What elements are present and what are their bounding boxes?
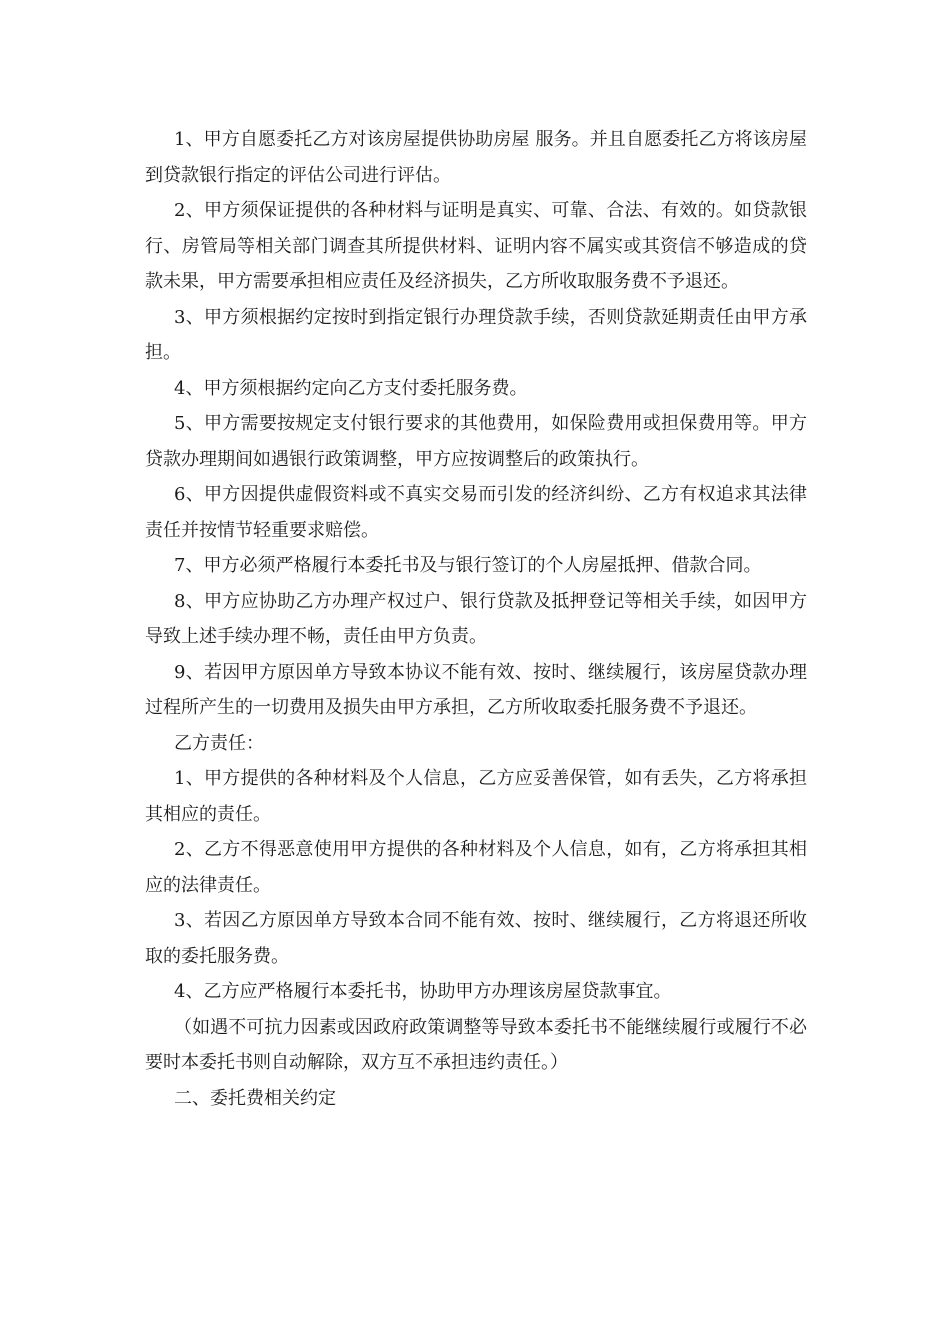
clause-party-a-1: 1、甲方自愿委托乙方对该房屋提供协助房屋 服务。并且自愿委托乙方将该房屋到贷款银行指定的评估公司进行评估。 [145, 129, 807, 186]
clause-party-a-3: 3、甲方须根据约定按时到指定银行办理贷款手续，否则贷款延期责任由甲方承担。 [145, 306, 807, 363]
clause-party-a-4: 4、甲方须根据约定向乙方支付委托服务费。 [174, 377, 528, 399]
clause-party-a-7: 7、甲方必须严格履行本委托书及与银行签订的个人房屋抵押、借款合同。 [174, 555, 762, 576]
section-heading-party-b: 乙方责任： [174, 732, 264, 754]
clause-party-a-9: 9、若因甲方原因单方导致本协议不能有效、按时、继续履行，该房屋贷款办理过程所产生的一切费用及损失由甲方承担，乙方所收取委托服务费不予退还。 [145, 661, 807, 718]
clause-party-b-3: 3、若因乙方原因单方导致本合同不能有效、按时、继续履行，乙方将退还所收取的委托服务费。 [145, 910, 807, 967]
clause-party-a-6: 6、甲方因提供虚假资料或不真实交易而引发的经济纠纷、乙方有权追求其法律责任并按情节轻重要求赔偿。 [145, 484, 807, 541]
clause-party-a-5: 5、甲方需要按规定支付银行要求的其他费用，如保险费用或担保费用等。甲方贷款办理期间如遇银行政策调整，甲方应按调整后的政策执行。 [145, 413, 807, 470]
clause-party-a-2: 2、甲方须保证提供的各种材料与证明是真实、可靠、合法、有效的。如贷款银行、房管局等相关部门调查其所提供材料、证明内容不属实或其资信不够造成的贷款未果，甲方需要承担相应责任及经济损失，乙方所收取服务费不予退还。 [145, 200, 807, 292]
clause-party-b-4: 4、乙方应严格履行本委托书，协助甲方办理该房屋贷款事宜。 [174, 981, 672, 1002]
clause-party-b-2: 2、乙方不得恶意使用甲方提供的各种材料及个人信息，如有，乙方将承担其相应的法律责任。 [145, 839, 807, 896]
clause-party-b-1: 1、甲方提供的各种材料及个人信息，乙方应妥善保管，如有丢失，乙方将承担其相应的责任。 [145, 768, 807, 825]
clause-party-a-8: 8、甲方应协助乙方办理产权过户、银行贷款及抵押登记等相关手续，如因甲方导致上述手续办理不畅，责任由甲方负责。 [145, 590, 807, 647]
force-majeure-note: （如遇不可抗力因素或因政府政策调整等导致本委托书不能继续履行或履行不必要时本委托书则自动解除，双方互不承担违约责任。） [145, 1016, 807, 1073]
section-heading-fee: 二、委托费相关约定 [174, 1087, 336, 1109]
document-body [145, 122, 807, 1116]
